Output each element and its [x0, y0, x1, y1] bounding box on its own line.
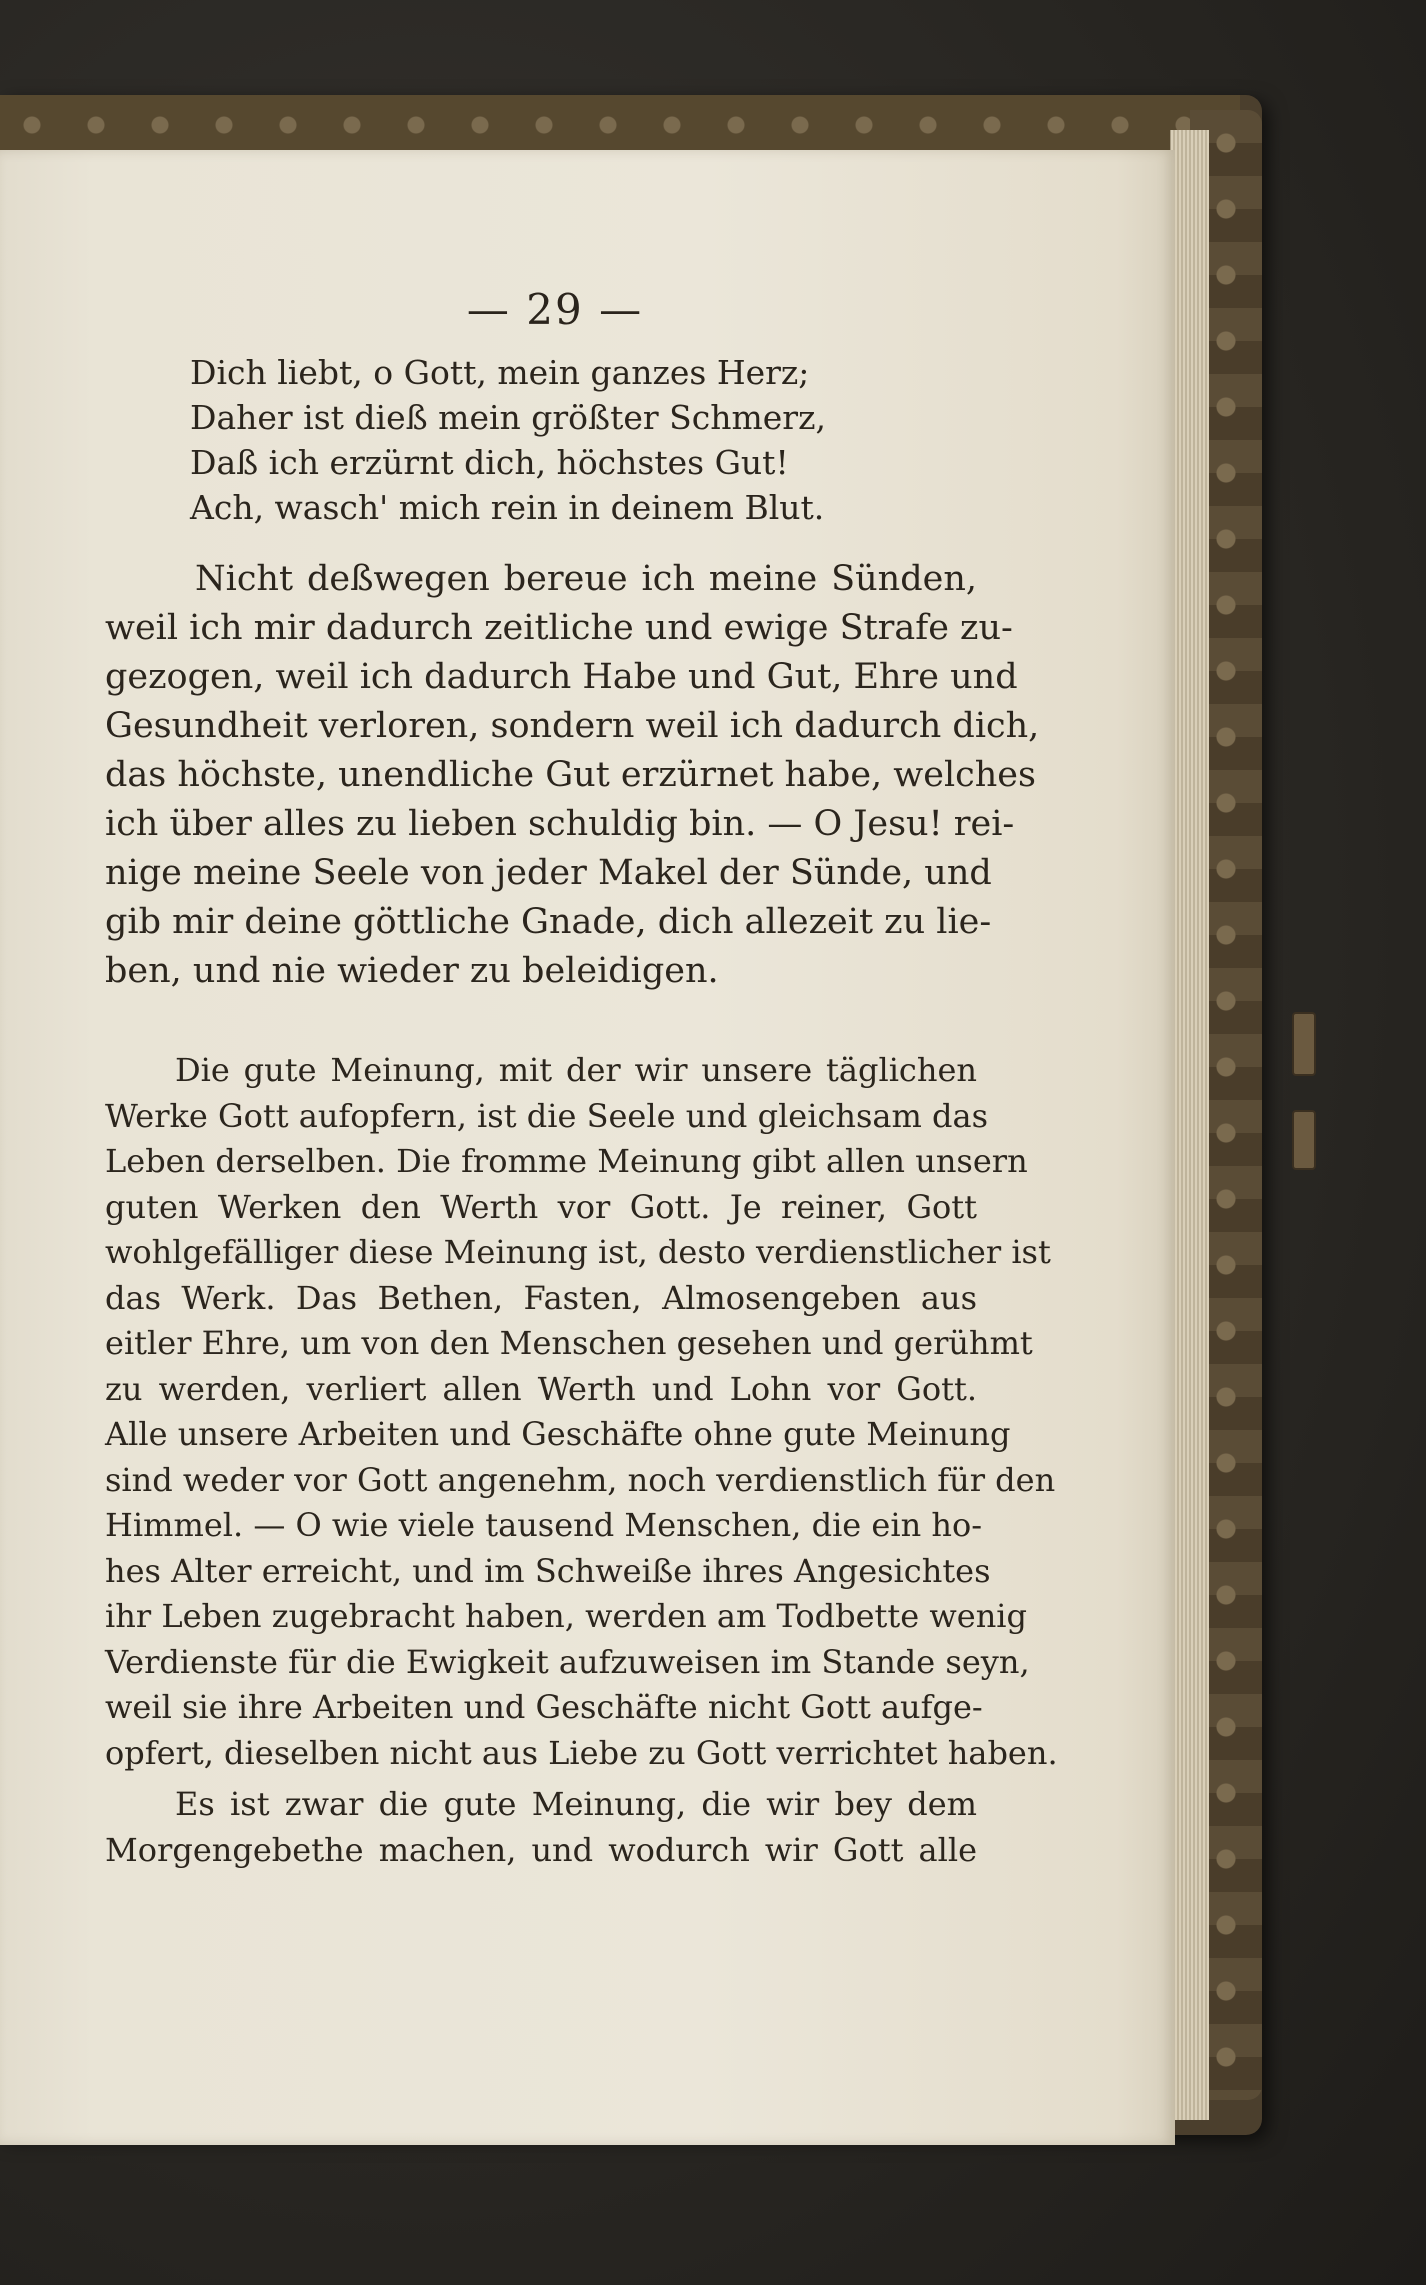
text-line: gib mir deine göttliche Gnade, dich allezeit zu lie-	[105, 902, 992, 942]
text-line: weil ich mir dadurch zeitliche und ewige Strafe zu-	[105, 608, 1013, 648]
verse-line: Dich liebt, o Gott, mein ganzes Herz;	[190, 353, 810, 392]
text-line: weil sie ihre Arbeiten und Geschäfte nicht Gott aufge-	[105, 1688, 983, 1726]
text-line: guten Werken den Werth vor Gott. Je reiner, Gott	[105, 1187, 977, 1226]
text-line: Verdienste für die Ewigkeit aufzuweisen im Stande seyn,	[105, 1642, 1030, 1681]
text-line: wohlgefälliger diese Meinung ist, desto verdienstlicher ist	[105, 1233, 1051, 1271]
book-clasp-upper	[1292, 1012, 1316, 1076]
paragraph-good-intention	[105, 1048, 1058, 1776]
text-line: sind weder vor Gott angenehm, noch verdienstlich für den	[105, 1460, 1056, 1499]
text-line: gezogen, weil ich dadurch Habe und Gut, Ehre und	[105, 657, 1018, 697]
cover-ornament-top	[0, 95, 1240, 155]
text-line: ich über alles zu lieben schuldig bin. — O Jesu! rei-	[105, 804, 1015, 844]
text-line: das höchste, unendliche Gut erzürnet habe, welches	[105, 755, 1036, 795]
text-line: Es ist zwar die gute Meinung, die wir bey dem	[175, 1785, 977, 1823]
text-line: Alle unsere Arbeiten und Geschäfte ohne gute Meinung	[105, 1415, 1011, 1453]
text-line: opfert, dieselben nicht aus Liebe zu Gott verrichtet haben.	[105, 1733, 1058, 1772]
text-line: Werke Gott aufopfern, ist die Seele und gleichsam das	[105, 1096, 988, 1135]
text-line: ben, und nie wieder zu beleidigen.	[105, 951, 719, 991]
paragraph-morning-prayer	[105, 1782, 977, 1873]
verse-line: Daher ist dieß mein größter Schmerz,	[190, 398, 826, 437]
text-line: ihr Leben zugebracht haben, werden am Todbette wenig	[105, 1597, 1028, 1635]
text-line: hes Alter erreicht, und im Schweiße ihres Angesichtes	[105, 1551, 991, 1590]
page-number: — 29 —	[466, 285, 644, 334]
verse-line: Ach, wasch' mich rein in deinem Blut.	[190, 488, 825, 527]
text-line: Himmel. — O wie viele tausend Menschen, die ein ho-	[105, 1506, 983, 1544]
text-line: nige meine Seele von jeder Makel der Sünde, und	[105, 853, 992, 893]
text-line: zu werden, verliert allen Werth und Lohn vor Gott.	[105, 1369, 977, 1408]
page-edges	[1170, 130, 1209, 2120]
text-line: Nicht deßwegen bereue ich meine Sünden,	[195, 559, 977, 599]
paragraph-contrition	[105, 555, 1040, 996]
book-clasp-lower	[1292, 1110, 1316, 1170]
text-line: Die gute Meinung, mit der wir unsere täglichen	[175, 1051, 977, 1089]
text-line: Morgengebethe machen, und wodurch wir Gott alle	[105, 1830, 977, 1869]
text-line: das Werk. Das Bethen, Fasten, Almosengeben aus	[105, 1278, 977, 1317]
text-line: eitler Ehre, um von den Menschen gesehen und gerühmt	[105, 1324, 1033, 1362]
verse-line: Daß ich erzürnt dich, höchstes Gut!	[190, 443, 789, 482]
text-line: Leben derselben. Die fromme Meinung gibt allen unsern	[105, 1142, 1028, 1180]
text-line: Gesundheit verloren, sondern weil ich dadurch dich,	[105, 706, 1040, 746]
verse-block	[190, 350, 890, 530]
